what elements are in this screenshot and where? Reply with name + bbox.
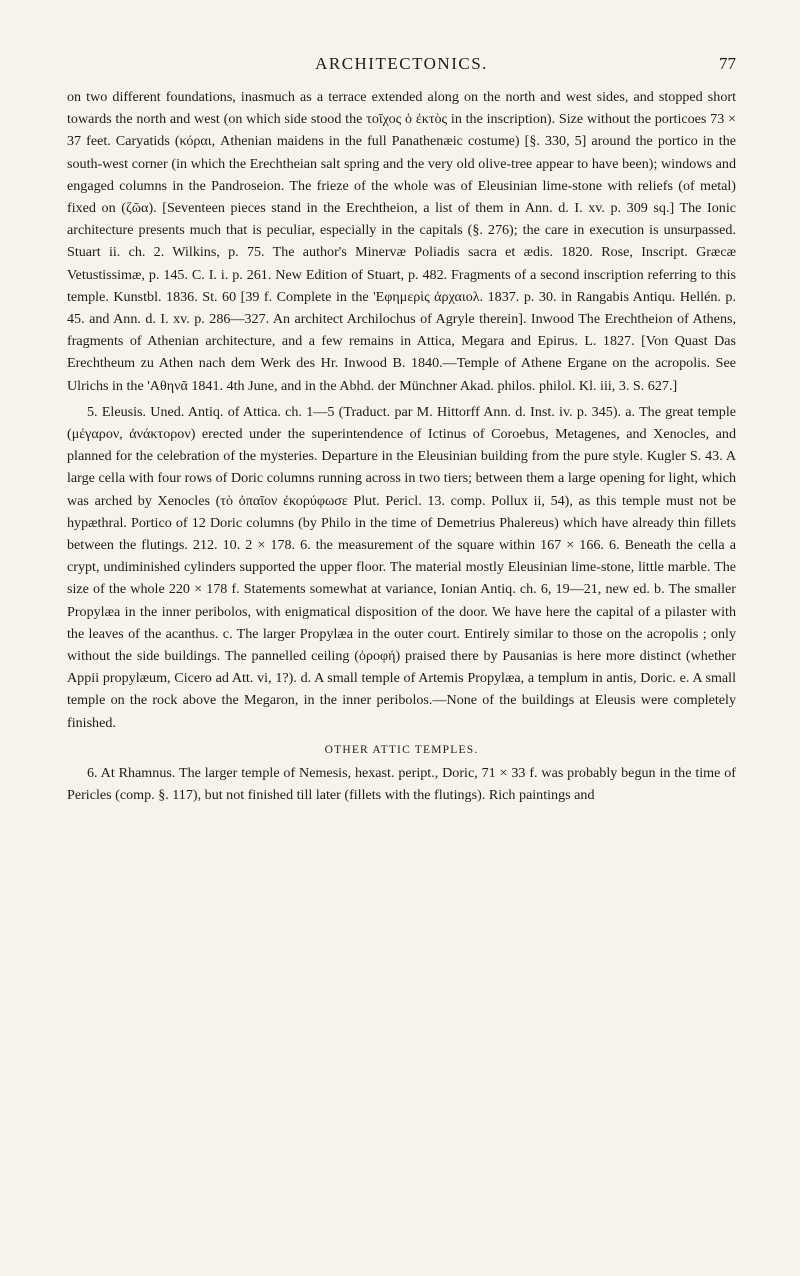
paragraph-rhamnus: 6. At Rhamnus. The larger temple of Nemesis, hexast. peript., Doric, 71 × 33 f. was probably begun in the time of Pericles (comp. §. 117), but not finished till later (fillets with the flutings). Rich paintings and <box>67 764 736 804</box>
page-number: 77 <box>719 54 736 73</box>
paragraph-erechtheion: on two different foundations, inasmuch as a terrace extended along on the north and west sides, and stopped short towards the north and west (on which side stood the τοῖχος ὁ ἐκτὸς in the inscription). Size without the porticoes 73 × 37 feet. Caryatids (κόραι, Athenian maidens in the full Panathenæic costume) [§. 330, 5] around the portico in the south-west corner (in which the Erechtheian salt spring and the very old olive-tree appear to have been); windows and engaged columns in the Pandroseion. The frieze of the whole was of Eleusinian lime-stone with reliefs (of metal) fixed on (ζῶα). [Seventeen pieces stand in the Erechtheion, a list of them in Ann. d. I. xv. p. 309 sq.] The Ionic architecture presents much that is peculiar, especially in the capitals (§. 276); the care in execution is unsurpassed. Stuart ii. ch. 2. Wilkins, p. 75. The author's Minervæ Poliadis sacra et ædis. 1820. Rose, Inscript. Græcæ Vetustissimæ, p. 145. C. I. i. p. 261. New Edition of Stuart, p. 482. Fragments of a second inscription referring to this temple. Kunstbl. 1836. St. 60 [39 f. Complete in the 'Εφημερὶς ἀρχαιολ. 1837. p. 30. in Rangabis Antiqu. Hellén. p. 45. and Ann. d. I. xv. p. 286—327. An architect Archilochus of Agryle therein]. Inwood The Erechtheion of Athens, fragments of Athenian architecture, and a few remains in Attica, Megara and Epirus. L. 1827. [Von Quast Das Erechtheum zu Athen nach dem Werk des Hr. Inwood B. 1840.—Temple of Athene Ergane on the acropolis. See Ulrichs in the 'Αθηνᾶ 1841. 4th June, and in the Abhd. der Münchner Akad. philos. philol. Kl. iii, 3. S. 627.] <box>67 89 736 394</box>
page-body <box>67 86 736 806</box>
section-heading: OTHER ATTIC TEMPLES. <box>324 743 479 756</box>
running-title: ARCHITECTONICS. <box>315 54 488 73</box>
running-head <box>67 54 736 76</box>
paragraph-eleusis: 5. Eleusis. Uned. Antiq. of Attica. ch. 1—5 (Traduct. par M. Hittorff Ann. d. Inst. iv. p. 345). a. The great temple (μέγαρον, ἀνάκτορον) erected under the superintendence of Ictinus of Coroebus, Metagenes, and Xenocles, and planned for the celebration of the mysteries. Departure in the Eleusinian building from the pure style. Kugler S. 43. A large cella with four rows of Doric columns running across in two tiers; between them a large opening for light, which was arched by Xenocles (τὸ ὀπαῖον ἐκορύφωσε Plut. Pericl. 13. comp. Pollux ii, 54), as this temple must not be hypæthral. Portico of 12 Doric columns (by Philo in the time of Demetrius Phalereus) which have already thin fillets between the flutings. 212. 10. 2 × 178. 6. the measurement of the square within 167 × 166. 6. Beneath the cella a crypt, undiminished cylinders supported the upper floor. The material mostly Eleusinian lime-stone, little marble. The size of the whole 220 × 178 f. Statements somewhat at variance, Ionian Antiq. ch. 6, 19—21, new ed. b. The smaller Propylæa in the inner peribolos, with enigmatical disposition of the door. We have here the capital of a pilaster with the leaves of the acanthus. c. The larger Propylæa in the outer court. Entirely similar to those on the acropolis ; only without the side buildings. The pannelled ceiling (ὀροφή) praised there by Pausanias is here more distinct (whether Appii propylæum, Cicero ad Att. vi, 1?). d. A small temple of Artemis Propylæa, a templum in antis, Doric. e. A small temple on the rock above the Megaron, in the inner peribolos.—None of the buildings at Eleusis were completely finished. <box>67 403 736 731</box>
